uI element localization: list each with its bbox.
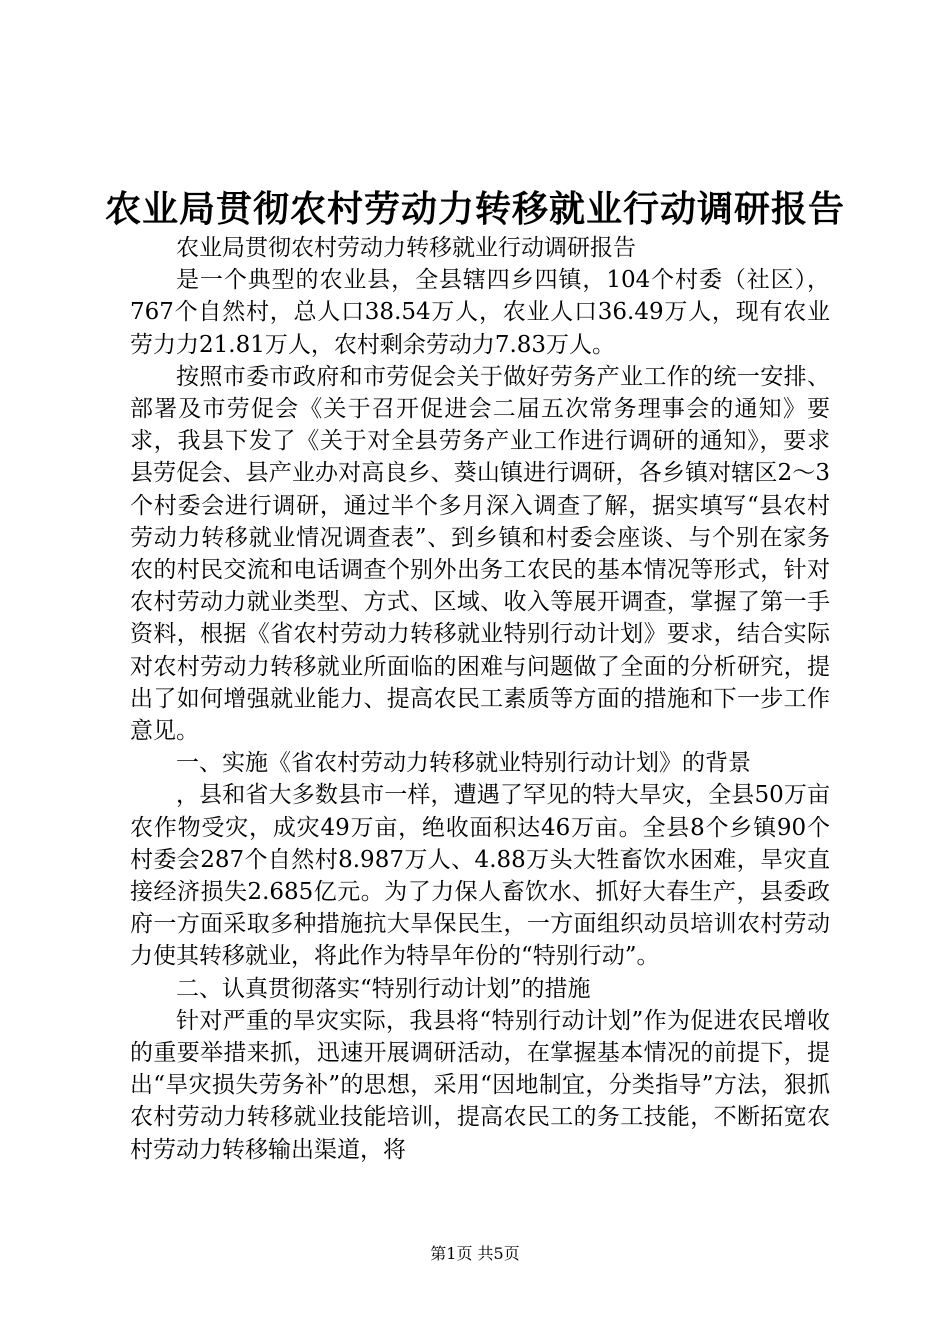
document-title: 农业局贯彻农村劳动力转移就业行动调研报告 (104, 188, 845, 230)
body-paragraph: ，县和省大多数县市一样，遭遇了罕见的特大旱灾，全县50万亩农作物受灾，成灾49万亩，绝收面积达46万亩。全县8个乡镇90个村委会287个自然村8.987万人、4.88万头大牲畜饮水困难，旱灾直接经济损失2.685亿元。为了力保人畜饮水、抓好大春生产，县委政府一方面采取多种措施抗大旱保民生，一方面组织动员培训农村劳动力使其转移就业，将此作为特旱年份的“特别行动”。 (130, 782, 830, 970)
body-paragraph: 是一个典型的农业县，全县辖四乡四镇，104个村委（社区），767个自然村，总人口38.54万人，农业人口36.49万人，现有农业劳力力21.81万人，农村剩余劳动力7.83万人。 (130, 267, 830, 358)
body-paragraph: 按照市委市政府和市劳促会关于做好劳务产业工作的统一安排、部署及市劳促会《关于召开促进会二届五次常务理事会的通知》要求，我县下发了《关于对全县劳务产业工作进行调研的通知》，要求县劳促会、县产业办对高良乡、葵山镇进行调研，各乡镇对辖区2～3个村委会进行调研，通过半个多月深入调查了解，据实填写“县农村劳动力转移就业情况调查表”、到乡镇和村委会座谈、与个别在家务农的村民交流和电话调查个别外出务工农民的基本情况等形式，针对农村劳动力就业类型、方式、区域、收入等展开调查，掌握了第一手资料，根据《省农村劳动力转移就业特别行动计划》要求，结合实际对农村劳动力转移就业所面临的困难与问题做了全面的分析研究，提出了如何增强就业能力、提高农民工素质等方面的措施和下一步工作意见。 (130, 363, 830, 745)
page-footer: 第1页 共5页 (430, 1244, 520, 1263)
body-paragraph: 针对严重的旱灾实际，我县将“特别行动计划”作为促进农民增收的重要举措来抓，迅速开展调研活动，在掌握基本情况的前提下，提出“旱灾损失劳务补”的思想，采用“因地制宜，分类指导”方法，狠抓农村劳动力转移就业技能培训，提高农民工的务工技能，不断拓宽农村劳动力转移输出渠道，将 (130, 1007, 830, 1163)
subtitle-paragraph: 农业局贯彻农村劳动力转移就业行动调研报告 (176, 235, 636, 261)
document-body (130, 232, 830, 1166)
section-heading: 一、实施《省农村劳动力转移就业特别行动计划》的背景 (176, 750, 751, 777)
section-heading: 二、认真贯彻落实“特别行动计划”的措施 (176, 975, 591, 1002)
